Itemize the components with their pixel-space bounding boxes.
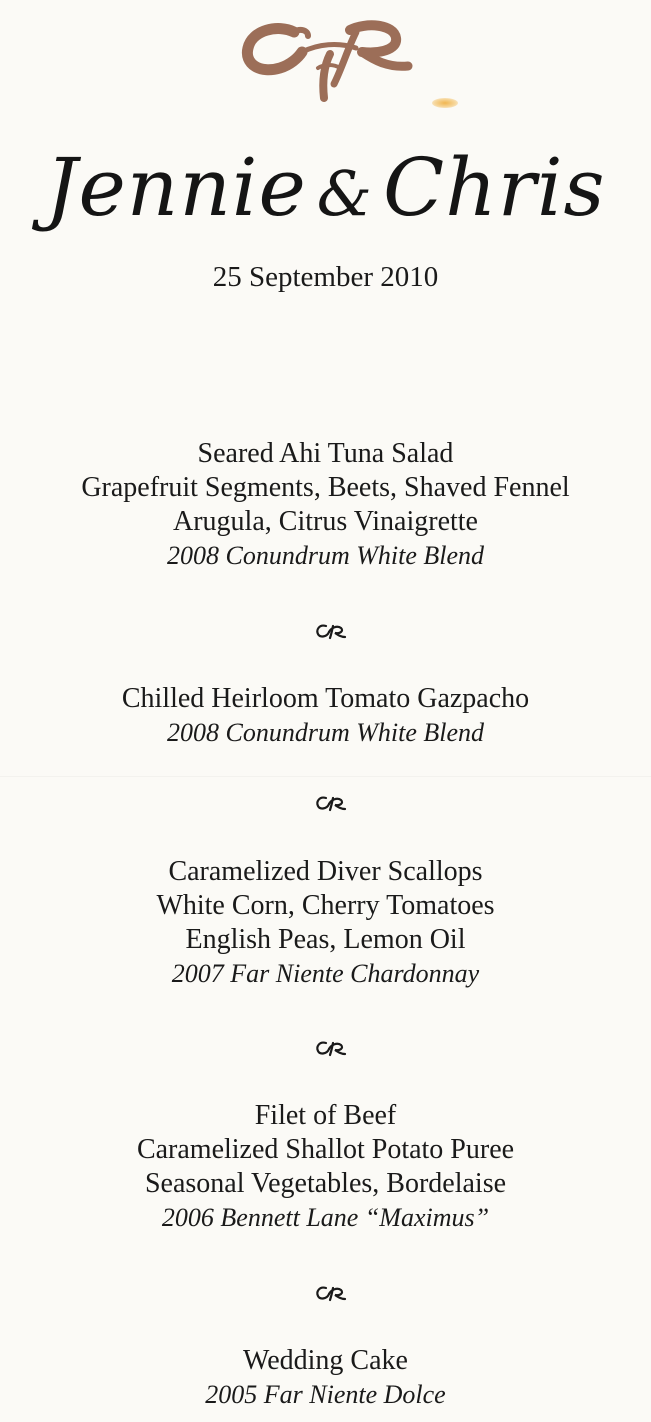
ink-stain bbox=[432, 98, 458, 108]
wine-pairing: 2008 Conundrum White Blend bbox=[166, 541, 485, 570]
course-line: Seared Ahi Tuna Salad bbox=[197, 438, 454, 469]
course-2 bbox=[0, 682, 651, 750]
course-line: Filet of Beef bbox=[254, 1100, 397, 1131]
course-line: White Corn, Cherry Tomatoes bbox=[156, 890, 495, 921]
course-line: English Peas, Lemon Oil bbox=[185, 924, 466, 955]
course-line: Caramelized Shallot Potato Puree bbox=[136, 1134, 515, 1165]
wine-pairing: 2008 Conundrum White Blend bbox=[166, 718, 485, 747]
course-line: Chilled Heirloom Tomato Gazpacho bbox=[121, 683, 530, 714]
wine-pairing: 2006 Bennett Lane “Maximus” bbox=[161, 1203, 490, 1232]
course-line: Wedding Cake bbox=[243, 1345, 408, 1376]
cr-flourish-icon bbox=[313, 1284, 347, 1302]
course-4 bbox=[0, 1099, 651, 1235]
course-5 bbox=[0, 1344, 651, 1412]
ampersand: & bbox=[316, 157, 373, 230]
first-name: Jennie bbox=[45, 141, 307, 234]
paper-fold bbox=[0, 776, 651, 777]
cr-flourish-icon bbox=[313, 1039, 347, 1057]
course-line: Arugula, Citrus Vinaigrette bbox=[173, 506, 478, 537]
wine-pairing: 2005 Far Niente Dolce bbox=[205, 1380, 446, 1409]
course-1 bbox=[0, 437, 651, 573]
course-line: Seasonal Vegetables, Bordelaise bbox=[144, 1168, 507, 1199]
second-name: Chris bbox=[382, 141, 606, 234]
cr-flourish-icon bbox=[313, 622, 347, 640]
course-3 bbox=[0, 855, 651, 991]
course-line: Grapefruit Segments, Beets, Shaved Fennel bbox=[81, 472, 570, 503]
cr-flourish-icon bbox=[313, 794, 347, 812]
wine-pairing: 2007 Far Niente Chardonnay bbox=[171, 959, 480, 988]
course-line: Caramelized Diver Scallops bbox=[168, 856, 483, 887]
couple-names bbox=[0, 128, 651, 254]
cr-monogram-emblem bbox=[238, 18, 418, 104]
wedding-date: 25 September 2010 bbox=[212, 261, 439, 293]
